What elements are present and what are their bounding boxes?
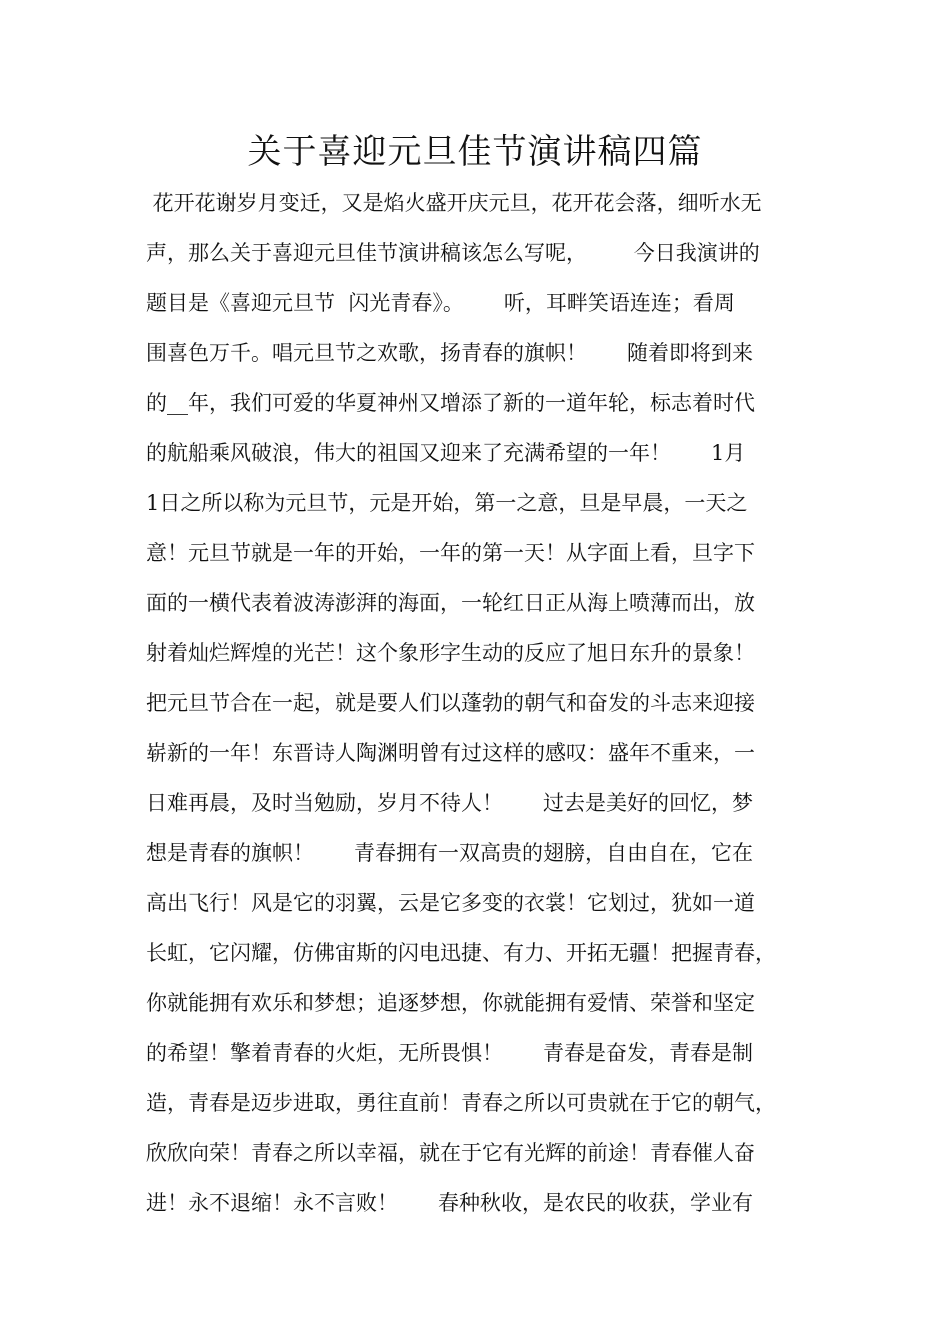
text-line: 把元旦节合在一起，就是要人们以蓬勃的朝气和奋发的斗志来迎接 bbox=[146, 691, 755, 715]
text-line: 你就能拥有欢乐和梦想；追逐梦想，你就能拥有爱情、荣誉和坚定 bbox=[146, 991, 755, 1015]
text-line: 围喜色万千。唱元旦节之欢歌，扬青春的旗帜！ 随着即将到来 bbox=[146, 341, 754, 365]
text-line: 长虹，它闪耀，仿佛宙斯的闪电迅捷、有力、开拓无疆！把握青春， bbox=[146, 941, 776, 965]
text-line: 的航船乘风破浪，伟大的祖国又迎来了充满希望的一年！ 1月 bbox=[146, 441, 746, 465]
text-line: 声，那么关于喜迎元旦佳节演讲稿该怎么写呢， 今日我演讲的 bbox=[146, 241, 760, 265]
text-line: 射着灿烂辉煌的光芒！这个象形字生动的反应了旭日东升的景象！ bbox=[146, 641, 755, 665]
document-title: 关于喜迎元旦佳节演讲稿四篇 bbox=[247, 132, 703, 172]
text-line: 面的一横代表着波涛澎湃的海面，一轮红日正从海上喷薄而出，放 bbox=[146, 591, 755, 615]
text-line: 题目是《喜迎元旦节 闪光青春》。 听，耳畔笑语连连；看周 bbox=[146, 291, 735, 315]
text-line: 的__年，我们可爱的华夏神州又增添了新的一道年轮，标志着时代 bbox=[146, 391, 755, 415]
document-body bbox=[146, 178, 846, 1228]
text-line: 高出飞行！风是它的羽翼，云是它多变的衣裳！它划过，犹如一道 bbox=[146, 891, 755, 915]
text-line: 花开花谢岁月变迁，又是焰火盛开庆元旦，花开花会落，细听水无 bbox=[146, 191, 762, 215]
text-line: 想是青春的旗帜！ 青春拥有一双高贵的翅膀，自由自在，它在 bbox=[146, 841, 754, 865]
text-line: 崭新的一年！东晋诗人陶渊明曾有过这样的感叹：盛年不重来，一 bbox=[146, 741, 755, 765]
text-line: 进！永不退缩！永不言败！ 春种秋收，是农民的收获，学业有 bbox=[146, 1191, 754, 1215]
text-line: 日难再晨，及时当勉励，岁月不待人！ 过去是美好的回忆，梦 bbox=[146, 791, 754, 815]
text-line: 的希望！擎着青春的火炬，无所畏惧！ 青春是奋发，青春是制 bbox=[146, 1041, 754, 1065]
text-line: 意！元旦节就是一年的开始，一年的第一天！从字面上看，旦字下 bbox=[146, 541, 755, 565]
text-line: 欣欣向荣！青春之所以幸福，就在于它有光辉的前途！青春催人奋 bbox=[146, 1141, 755, 1165]
text-line: 造，青春是迈步进取，勇往直前！青春之所以可贵就在于它的朝气， bbox=[146, 1091, 776, 1115]
text-line: 1日之所以称为元旦节，元是开始，第一之意，旦是早晨，一天之 bbox=[146, 491, 748, 515]
